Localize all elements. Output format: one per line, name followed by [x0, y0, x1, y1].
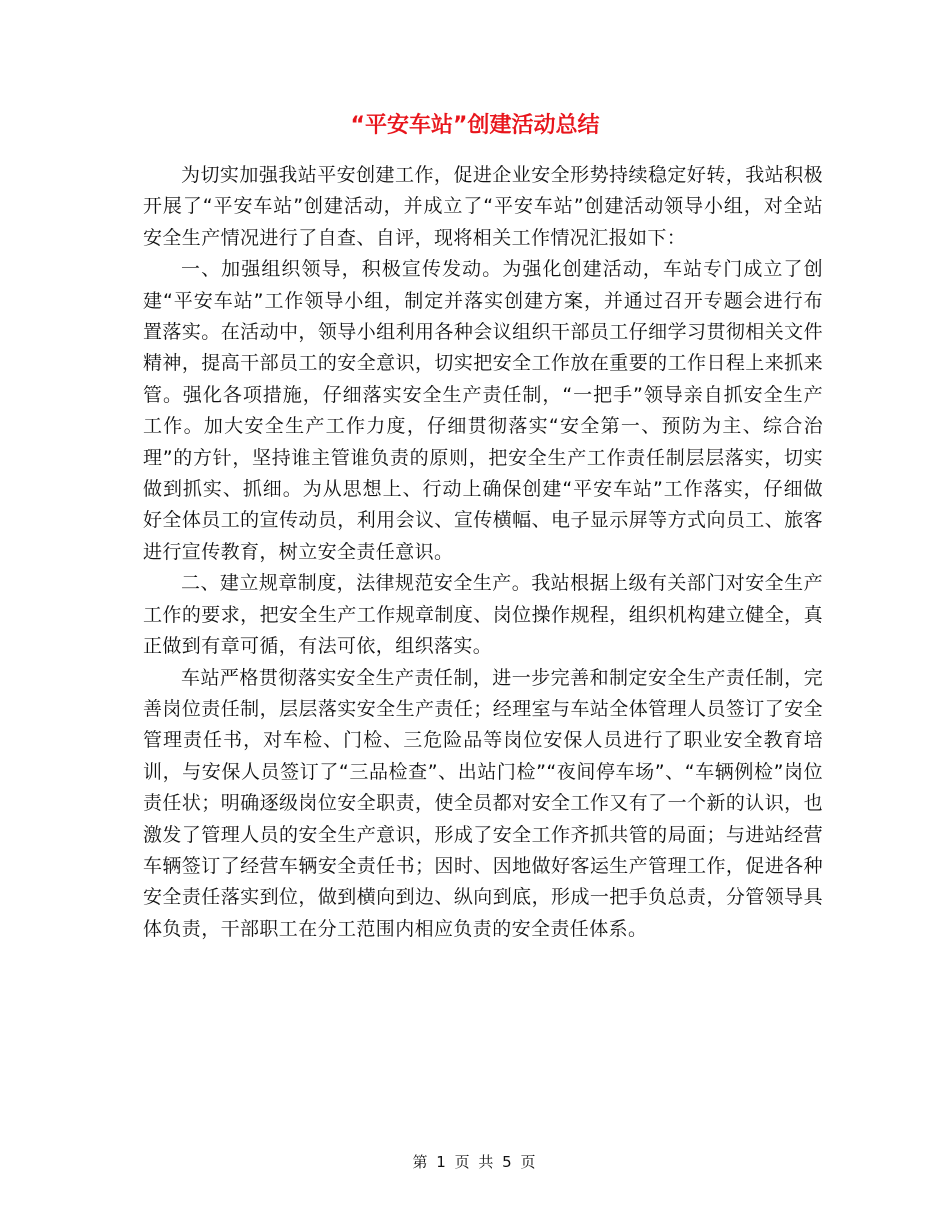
- document-title: “平安车站”创建活动总结: [350, 113, 600, 138]
- paragraph-section-1: 一、加强组织领导，积极宣传发动。为强化创建活动，车站专门成立了创建“平安车站”工作领导小组，制定并落实创建方案，并通过召开专题会进行布置落实。在活动中，领导小组利用各种会议组织干部员工仔细学习贯彻相关文件精神，提高干部员工的安全意识，切实把安全工作放在重要的工作日程上来抓来管。强化各项措施，仔细落实安全生产责任制，“一把手”领导亲自抓安全生产工作。加大安全生产工作力度，仔细贯彻落实“安全第一、预防为主、综合治理”的方针，坚持谁主管谁负责的原则，把安全生产工作责任制层层落实，切实做到抓实、抓细。为从思想上、行动上确保创建“平安车站”工作落实，仔细做好全体员工的宣传动员，利用会议、宣传横幅、电子显示屏等方式向员工、旅客进行宣传教育，树立安全责任意识。: [143, 258, 823, 563]
- page-number-footer: 第 1 页 共 5 页: [412, 1153, 538, 1171]
- paragraph-section-2: 二、建立规章制度，法律规范安全生产。我站根据上级有关部门对安全生产工作的要求，把安全生产工作规章制度、岗位操作规程，组织机构建立健全，真正做到有章可循，有法可依，组织落实。: [143, 572, 823, 658]
- document-body: [143, 160, 823, 945]
- paragraph-intro: 为切实加强我站平安创建工作，促进企业安全形势持续稳定好转，我站积极开展了“平安车站”创建活动，并成立了“平安车站”创建活动领导小组，对全站安全生产情况进行了自查、自评，现将相关工作情况汇报如下：: [143, 164, 823, 249]
- paragraph-responsibility: 车站严格贯彻落实安全生产责任制，进一步完善和制定安全生产责任制，完善岗位责任制，层层落实安全生产责任；经理室与车站全体管理人员签订了安全管理责任书，对车检、门检、三危险品等岗位安保人员进行了职业安全教育培训，与安保人员签订了“三品检查”、出站门检”“夜间停车场”、“车辆例检”岗位责任状；明确逐级岗位安全职责，使全员都对安全工作又有了一个新的认识，也激发了管理人员的安全生产意识，形成了安全工作齐抓共管的局面；与进站经营车辆签订了经营车辆安全责任书；因时、因地做好客运生产管理工作，促进各种安全责任落实到位，做到横向到边、纵向到底，形成一把手负总责，分管领导具体负责，干部职工在分工范围内相应负责的安全责任体系。: [143, 666, 823, 940]
